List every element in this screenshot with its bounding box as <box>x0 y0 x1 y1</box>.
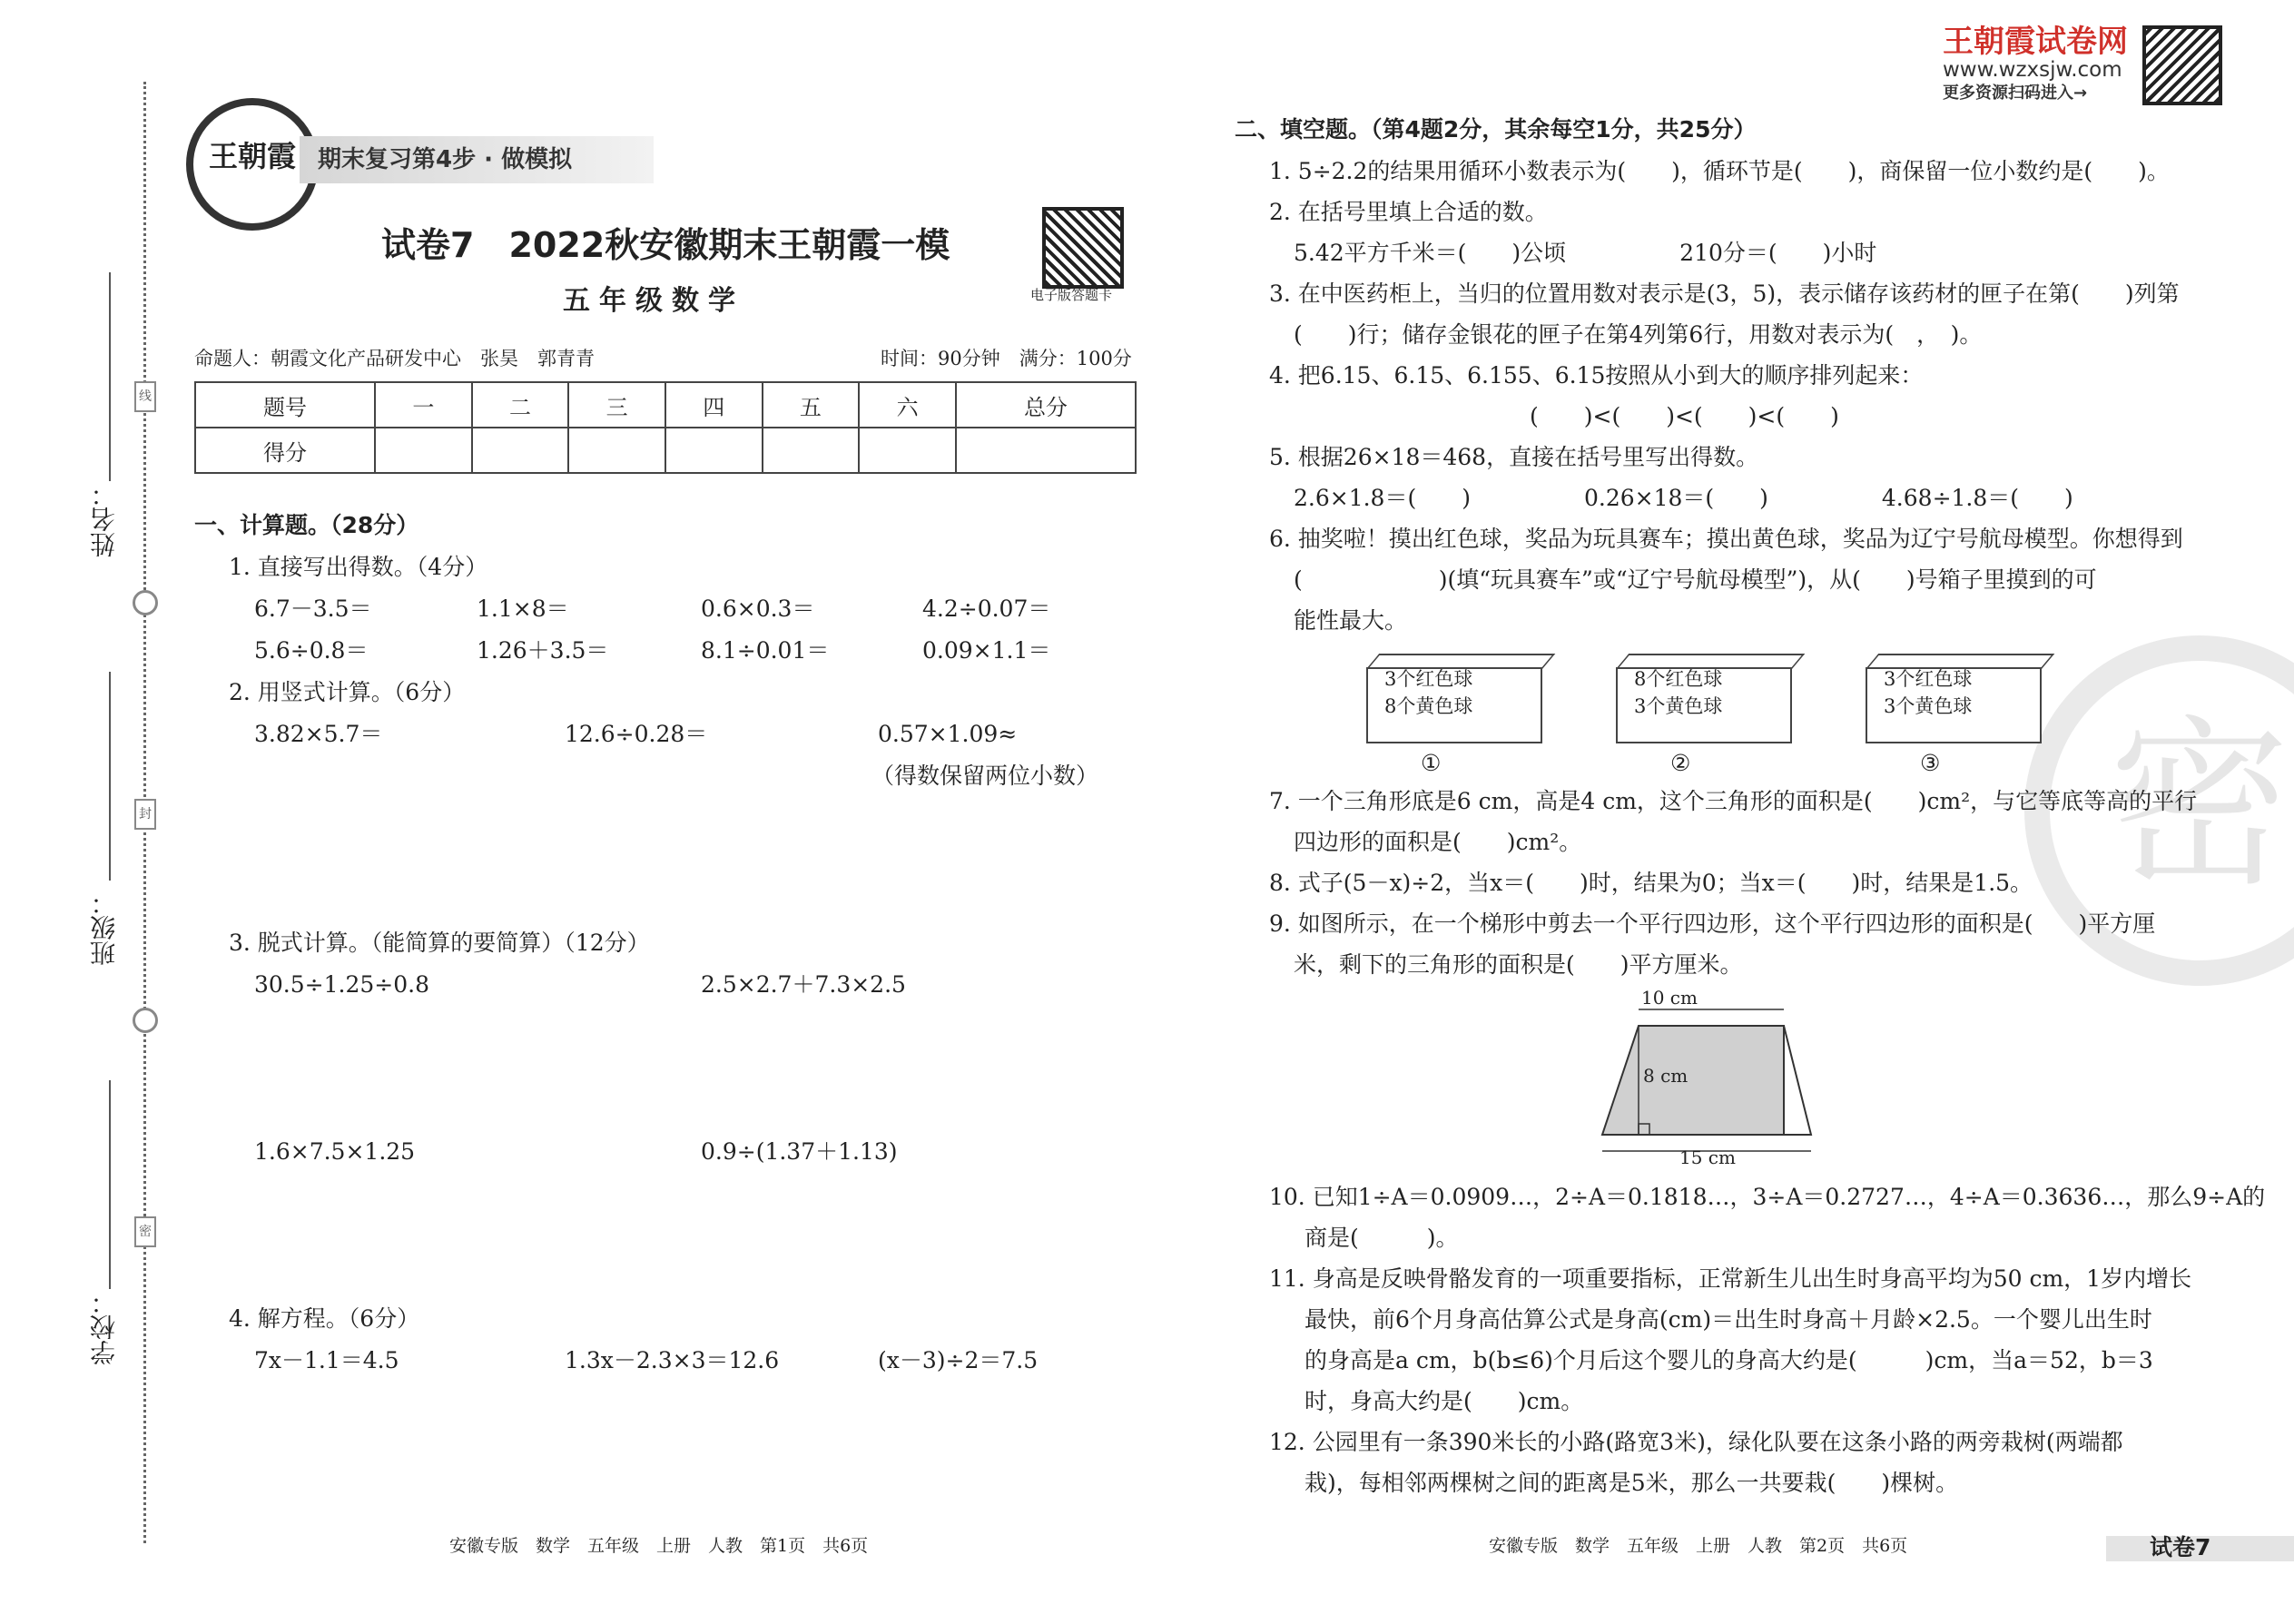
score-cell[interactable] <box>763 428 860 473</box>
q1-item: 1.1×8＝ <box>477 595 569 622</box>
section2-title: 二、填空题。（第4题2分，其余每空1分，共25分） <box>1235 116 1757 143</box>
footer-left: 安徽专版 数学 五年级 上册 人教 第1页 共6页 <box>449 1536 869 1556</box>
score-table <box>194 381 1137 474</box>
step-banner: 期末复习第4步 · 做模拟 <box>300 136 654 183</box>
box-red: 8个红色球 <box>1634 668 1723 690</box>
binding-mark-secret: 密 <box>134 1216 156 1247</box>
q3-item: 2.5×2.7＋7.3×2.5 <box>701 971 906 998</box>
q2-item: 3.82×5.7＝ <box>254 721 383 747</box>
box-number: ① <box>1421 750 1442 776</box>
school-field-line <box>109 1080 111 1289</box>
q2-note: （得数保留两位小数） <box>871 763 1099 789</box>
q3-item: 30.5÷1.25÷0.8 <box>254 971 429 998</box>
q3-title: 3. 脱式计算。（能简算的要简算）（12分） <box>229 930 650 956</box>
figure-height-label: 8 cm <box>1643 1065 1689 1087</box>
figure-bottom-label: 15 cm <box>1679 1147 1736 1168</box>
q1-title: 1. 直接写出得数。（4分） <box>229 554 488 580</box>
fill-line: 5. 根据26×18＝468，直接在括号里写出得数。 <box>1269 444 1759 470</box>
fill-line: 栽)，每相邻两棵树之间的距离是5米，那么一共要栽( )棵树。 <box>1305 1470 1959 1496</box>
brand-url: www.wzxsjw.com <box>1943 58 2122 82</box>
fill-line: 6. 抽奖啦！摸出红色球，奖品为玩具赛车；摸出黄色球，奖品为辽宁号航母模型。你想得到 <box>1269 526 2183 552</box>
binding-hole-icon <box>133 1008 158 1033</box>
fill-line: 8. 式子(5－x)÷2，当x＝( )时，结果为0；当x＝( )时，结果是1.5。 <box>1269 870 2033 896</box>
ball-box-2 <box>1616 667 1792 743</box>
brand-logo: 王朝霞 <box>186 98 319 231</box>
page-title: 试卷7 2022秋安徽期末王朝霞一模 <box>381 225 950 265</box>
footer-tag: 试卷7 <box>2150 1534 2211 1560</box>
box-lid <box>1366 654 1555 669</box>
score-cell[interactable] <box>568 428 665 473</box>
fill-line: 2. 在括号里填上合适的数。 <box>1269 199 1548 225</box>
class-label: 班级： <box>89 890 119 966</box>
fill-line: 的身高是a cm，b(b≤6)个月后这个婴儿的身高大约是( )cm，当a＝52，b＝3 <box>1305 1347 2153 1373</box>
q4-item: (x－3)÷2＝7.5 <box>878 1347 1039 1373</box>
q2-title: 2. 用竖式计算。（6分） <box>229 679 466 705</box>
score-table-header-row <box>195 382 1136 428</box>
name-field-line <box>109 272 111 481</box>
binding-hole-icon <box>133 590 158 615</box>
brand-site: 王朝霞试卷网 <box>1943 24 2128 60</box>
score-cell[interactable] <box>956 428 1136 473</box>
score-header-cell: 六 <box>859 382 956 428</box>
fill-line: 10. 已知1÷A＝0.0909…，2÷A＝0.1818…，3÷A＝0.2727…，4÷A＝0.3636…，那么9÷A的 <box>1269 1184 2266 1210</box>
q1-item: 1.26＋3.5＝ <box>477 637 609 664</box>
fill-line: ( )<( )<( )<( ) <box>1530 403 1839 429</box>
fill-line: 1. 5÷2.2的结果用循环小数表示为( )，循环节是( )，商保留一位小数约是( )。 <box>1269 158 2170 184</box>
score-table-row <box>195 428 1136 473</box>
fill-line: 米，剩下的三角形的面积是( )平方厘米。 <box>1294 951 1743 978</box>
fill-line: 能性最大。 <box>1294 607 1408 634</box>
q1-item: 0.6×0.3＝ <box>701 595 815 622</box>
fill-line: ( )(填“玩具赛车”或“辽宁号航母模型”)，从( )号箱子里摸到的可 <box>1294 566 2097 593</box>
fill-line: 时，身高大约是( )cm。 <box>1305 1388 1584 1414</box>
score-header-cell: 三 <box>568 382 665 428</box>
subject-title: 五年级数学 <box>563 285 744 317</box>
q1-item: 0.09×1.1＝ <box>922 637 1051 664</box>
qr-code-icon <box>1042 207 1124 289</box>
fill-line: 2.6×1.8＝( ) 0.26×18＝( ) 4.68÷1.8＝( ) <box>1294 485 2073 511</box>
box-yellow: 3个黄色球 <box>1634 695 1723 717</box>
fill-line: 12. 公园里有一条390米长的小路(路宽3米)，绿化队要在这条小路的两旁栽树(两端都 <box>1269 1429 2123 1455</box>
fill-line: 11. 身高是反映骨骼发育的一项重要指标，正常新生儿出生时身高平均为50 cm，1岁内增长 <box>1269 1265 2192 1292</box>
box-lid <box>1866 654 2054 669</box>
binding-mark-line: 线 <box>134 381 156 412</box>
section1-title: 一、计算题。（28分） <box>194 512 419 538</box>
q1-item: 5.6÷0.8＝ <box>254 637 369 664</box>
fill-line: 3. 在中医药柜上，当归的位置用数对表示是(3，5)，表示储存该药材的匣子在第( )列第 <box>1269 281 2180 307</box>
score-header-cell: 四 <box>665 382 763 428</box>
secret-seal-watermark-icon: 密 <box>2024 635 2294 986</box>
time-score-line: 时间：90分钟 满分：100分 <box>881 348 1132 369</box>
fill-line: 5.42平方千米＝( )公顷 210分＝( )小时 <box>1294 240 1877 266</box>
fill-line: 7. 一个三角形底是6 cm，高是4 cm，这个三角形的面积是( )cm²，与它等底等高的平行 <box>1269 788 2198 814</box>
q4-title: 4. 解方程。（6分） <box>229 1305 420 1332</box>
score-row-label: 得分 <box>195 428 375 473</box>
score-cell[interactable] <box>665 428 763 473</box>
fill-line: 4. 把6.15、6.15、6.155、6.15按照从小到大的顺序排列起来： <box>1269 362 1924 389</box>
score-header-cell: 题号 <box>195 382 375 428</box>
box-yellow: 3个黄色球 <box>1884 695 1973 717</box>
q3-item: 0.9÷(1.37＋1.13) <box>701 1138 898 1165</box>
q4-item: 7x－1.1＝4.5 <box>254 1347 399 1373</box>
q1-item: 8.1÷0.01＝ <box>701 637 830 664</box>
ball-box-3 <box>1866 667 2042 743</box>
fill-line: 商是( )。 <box>1305 1225 1459 1251</box>
site-qr-code-icon <box>2142 25 2222 105</box>
box-number: ③ <box>1920 750 1941 776</box>
score-cell[interactable] <box>859 428 956 473</box>
score-header-cell: 一 <box>375 382 472 428</box>
q1-item: 6.7－3.5＝ <box>254 595 372 622</box>
class-field-line <box>109 672 111 881</box>
q2-item: 0.57×1.09≈ <box>878 721 1018 747</box>
score-header-cell: 总分 <box>956 382 1136 428</box>
box-number: ② <box>1670 750 1691 776</box>
fill-line: 最快，前6个月身高估算公式是身高(cm)＝出生时身高＋月龄×2.5。一个婴儿出生时 <box>1305 1306 2152 1333</box>
box-lid <box>1616 654 1805 669</box>
binding-mark-seal: 封 <box>134 799 156 830</box>
q3-item: 1.6×7.5×1.25 <box>254 1138 416 1165</box>
score-header-cell: 五 <box>763 382 860 428</box>
fill-line: ( )行；储存金银花的匣子在第4列第6行，用数对表示为( ， )。 <box>1294 321 1983 348</box>
ball-box-1 <box>1366 667 1542 743</box>
school-label: 学校： <box>89 1289 119 1365</box>
q2-item: 12.6÷0.28＝ <box>565 721 708 747</box>
qr-caption: 电子版答题卡 <box>1030 287 1113 303</box>
box-red: 3个红色球 <box>1384 668 1473 690</box>
brand-tip: 更多资源扫码进入→ <box>1943 84 2088 103</box>
fill-line: 四边形的面积是( )cm²。 <box>1294 829 1582 855</box>
box-yellow: 8个黄色球 <box>1384 695 1473 717</box>
name-label: 姓名： <box>89 481 119 557</box>
q4-item: 1.3x－2.3×3＝12.6 <box>565 1347 780 1373</box>
authors-line: 命题人：朝霞文化产品研发中心 张昊 郭青青 <box>194 348 595 369</box>
figure-top-label: 10 cm <box>1641 987 1698 1009</box>
score-cell[interactable] <box>472 428 569 473</box>
fill-line: 9. 如图所示，在一个梯形中剪去一个平行四边形，这个平行四边形的面积是( )平方厘 <box>1269 910 2156 937</box>
score-cell[interactable] <box>375 428 472 473</box>
score-header-cell: 二 <box>472 382 569 428</box>
box-red: 3个红色球 <box>1884 668 1973 690</box>
footer-right: 安徽专版 数学 五年级 上册 人教 第2页 共6页 <box>1489 1536 1908 1556</box>
q1-item: 4.2÷0.07＝ <box>922 595 1051 622</box>
